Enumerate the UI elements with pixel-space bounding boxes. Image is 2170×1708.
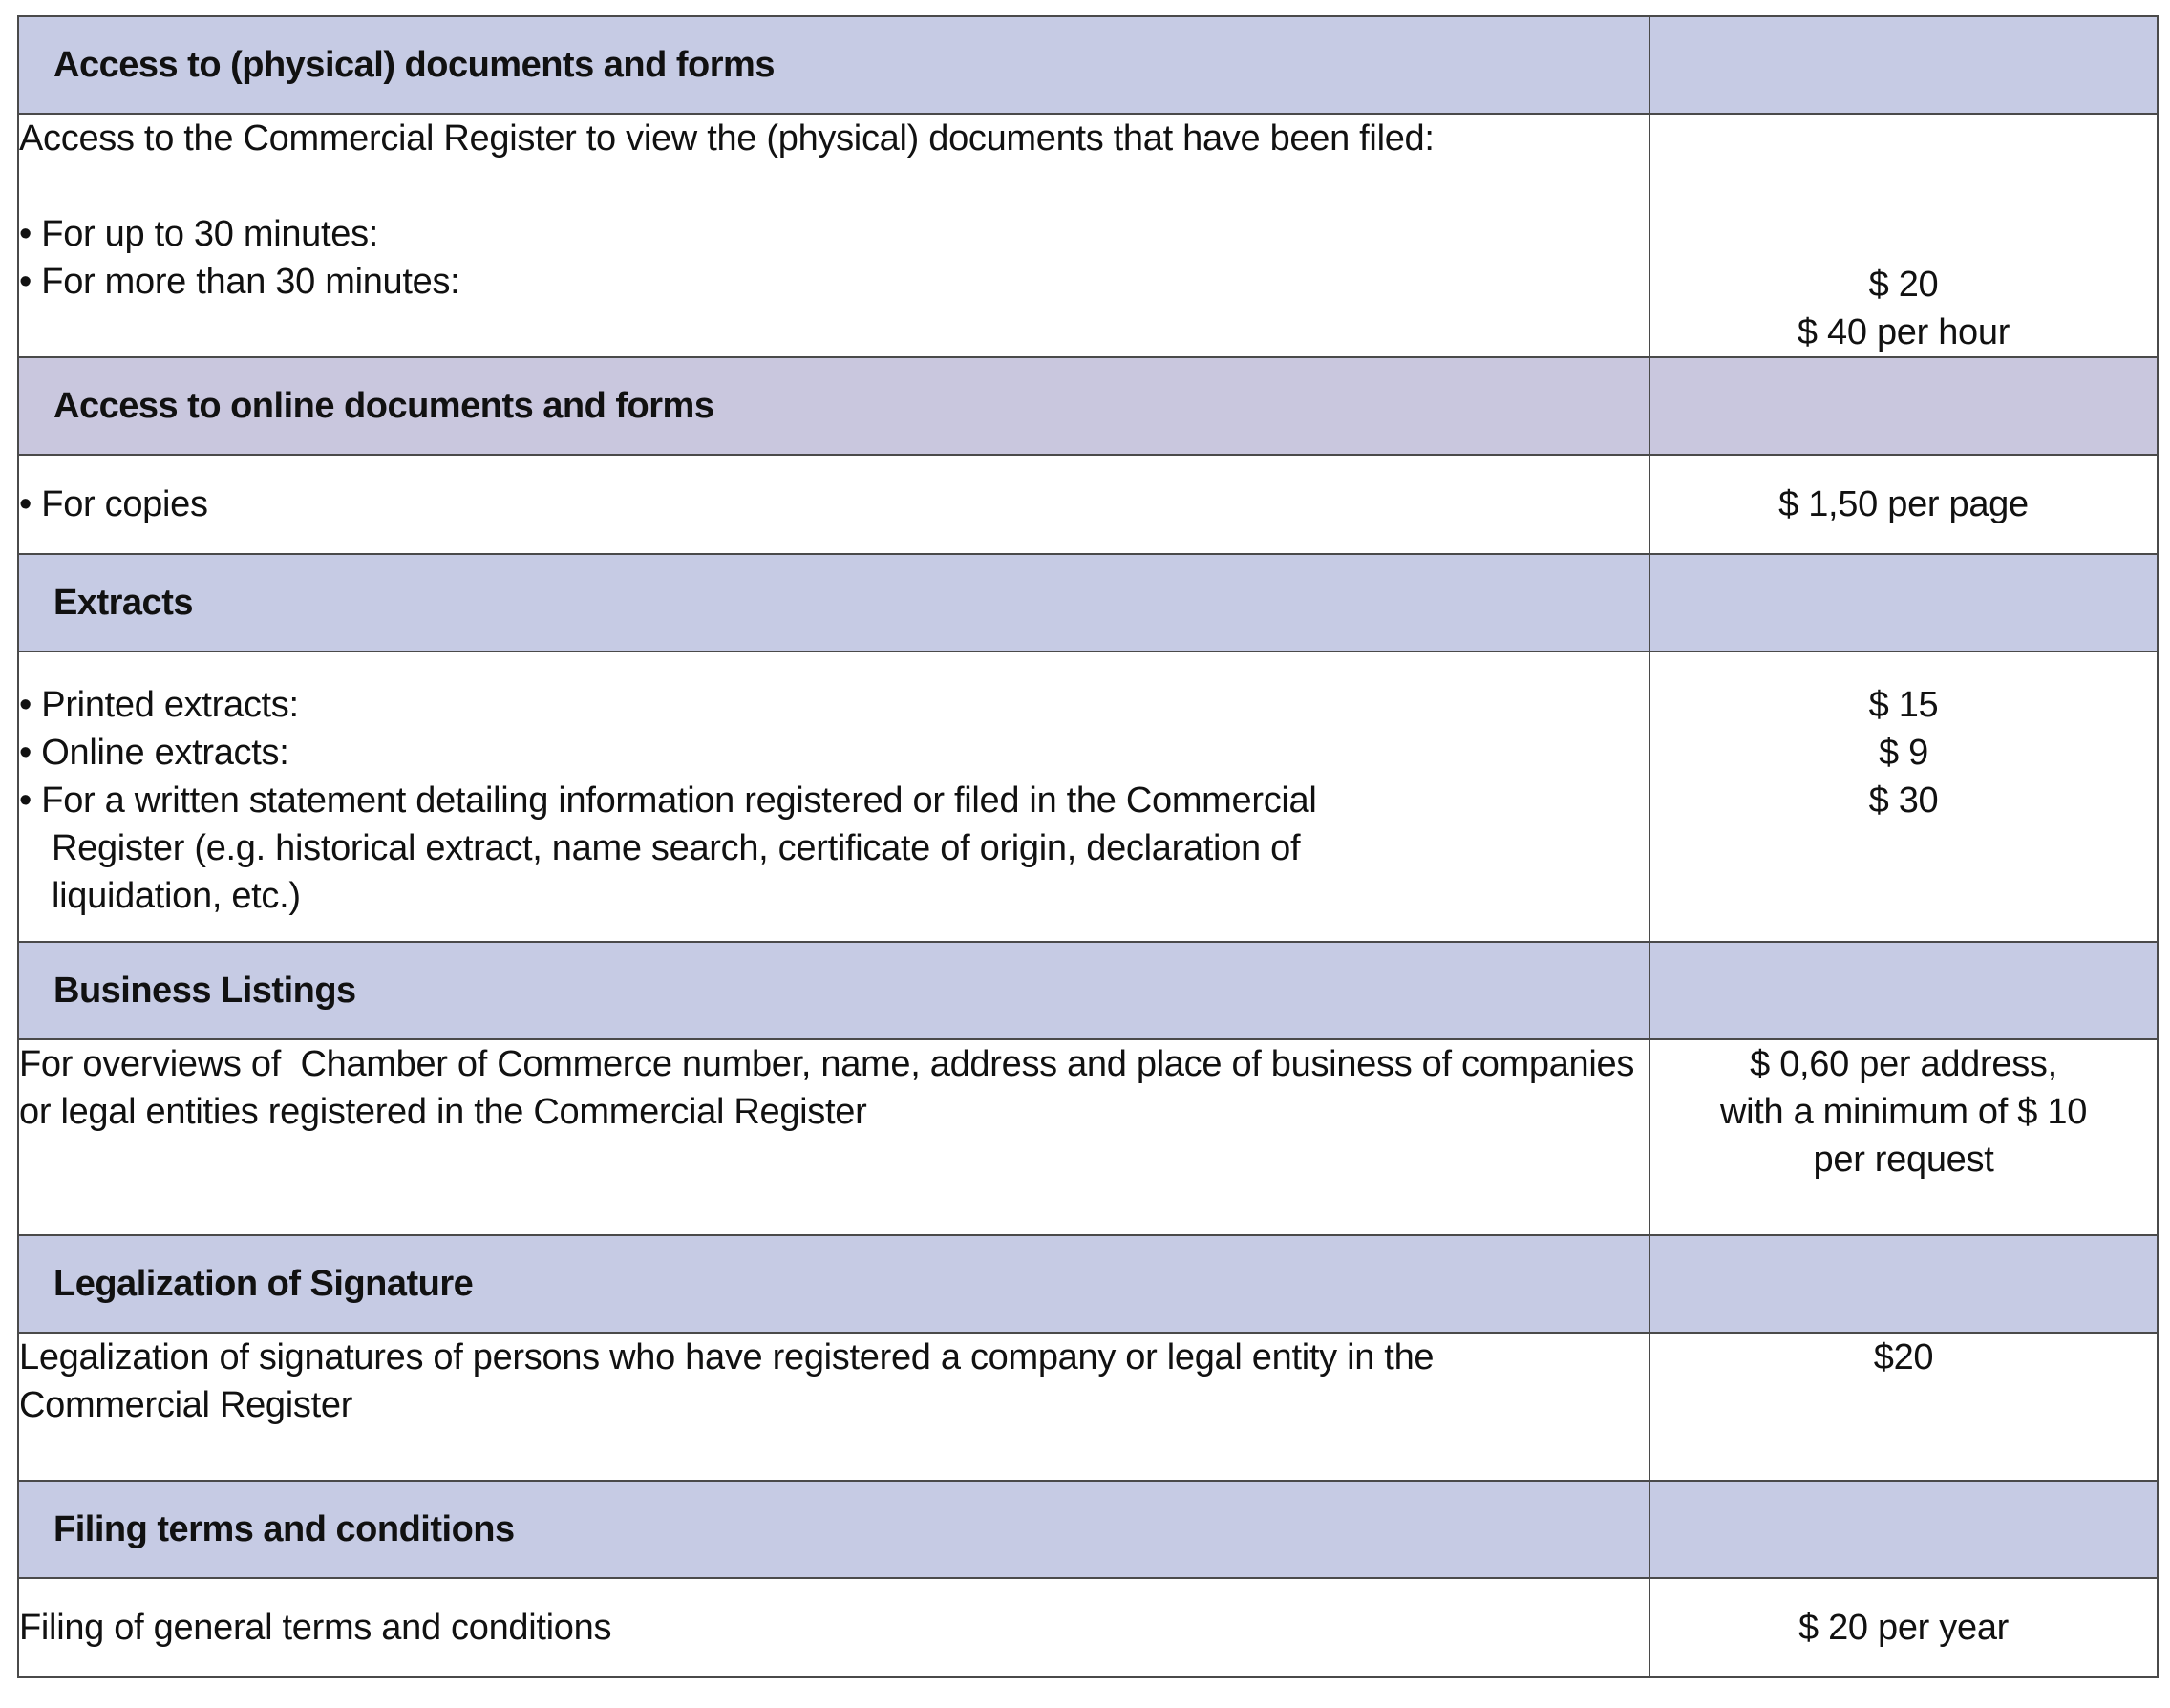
section-header-extracts [18, 554, 2158, 651]
fee-description [18, 1039, 1649, 1235]
section-title: Access to online documents and forms [53, 386, 714, 426]
price-value: $ 30 [1868, 780, 1939, 821]
section-header-online-access [18, 357, 2158, 455]
price-value: with a minimum of $ 10 [1719, 1092, 2088, 1132]
price-value: $ 40 per hour [1797, 312, 2010, 352]
fee-row [18, 651, 2158, 942]
fee-price [1649, 1039, 2158, 1235]
section-header-physical-access [18, 16, 2158, 114]
fee-description [18, 1578, 1649, 1677]
fee-description-text: For overviews of Chamber of Commerce number, name, address and place of business of companies or legal entities registered in the Commercial Register [19, 1044, 1645, 1132]
section-title: Business Listings [53, 971, 356, 1011]
fee-row [18, 455, 2158, 554]
list-item: • For up to 30 minutes: [19, 214, 379, 254]
price-value: $ 15 [1868, 685, 1939, 725]
fee-price [1649, 455, 2158, 554]
price-value: $ 20 per year [1798, 1608, 2010, 1648]
bullet-icon: • [19, 214, 32, 254]
bullet-icon: • [19, 262, 32, 302]
bullet-icon: • [19, 733, 32, 773]
fee-description [18, 114, 1649, 357]
fee-price [1649, 651, 2158, 942]
fee-description-text: Legalization of signatures of persons who have registered a company or legal entity in the Commercial Register [19, 1337, 1444, 1425]
list-item: • Online extracts: [19, 733, 289, 773]
fee-row [18, 1333, 2158, 1481]
section-title: Access to (physical) documents and forms [53, 45, 775, 85]
fee-intro: Access to the Commercial Register to view the (physical) documents that have been filed: [19, 118, 1435, 159]
section-title: Extracts [53, 583, 193, 623]
section-header-price-cell [1649, 357, 2158, 455]
price-value: $20 [1873, 1337, 1934, 1377]
price-value: $ 20 [1868, 265, 1939, 305]
fee-row [18, 1039, 2158, 1235]
fee-description-text: Filing of general terms and conditions [19, 1608, 612, 1648]
bullet-icon: • [19, 780, 32, 821]
section-header-legalization [18, 1235, 2158, 1333]
fee-row [18, 114, 2158, 357]
list-item: • For a written statement detailing information registered or filed in the Commercial Register (e.g. historical extract, name search, certificate of origin, declaration of liquidation, etc.) [19, 780, 1317, 916]
fee-price [1649, 114, 2158, 357]
fee-description [18, 651, 1649, 942]
section-header-price-cell [1649, 554, 2158, 651]
fee-price [1649, 1578, 2158, 1677]
fee-description [18, 455, 1649, 554]
list-item: • For copies [19, 484, 208, 524]
section-header-price-cell [1649, 942, 2158, 1039]
section-header-business-listings [18, 942, 2158, 1039]
bullet-icon: • [19, 685, 32, 725]
section-header-price-cell [1649, 1235, 2158, 1333]
section-title: Legalization of Signature [53, 1264, 474, 1304]
bullet-icon: • [19, 484, 32, 524]
section-header-price-cell [1649, 16, 2158, 114]
section-header-filing-terms [18, 1481, 2158, 1578]
price-value: $ 0,60 per address, [1750, 1044, 2057, 1084]
fee-table [17, 15, 2159, 1678]
list-item: • Printed extracts: [19, 685, 299, 725]
fee-price [1649, 1333, 2158, 1481]
section-header-price-cell [1649, 1481, 2158, 1578]
price-value: $ 1,50 per page [1778, 484, 2029, 524]
fee-row [18, 1578, 2158, 1677]
list-item: • For more than 30 minutes: [19, 262, 460, 302]
fee-description [18, 1333, 1649, 1481]
price-value: $ 9 [1879, 733, 1928, 773]
price-value: per request [1813, 1140, 1994, 1180]
section-title: Filing terms and conditions [53, 1509, 515, 1549]
